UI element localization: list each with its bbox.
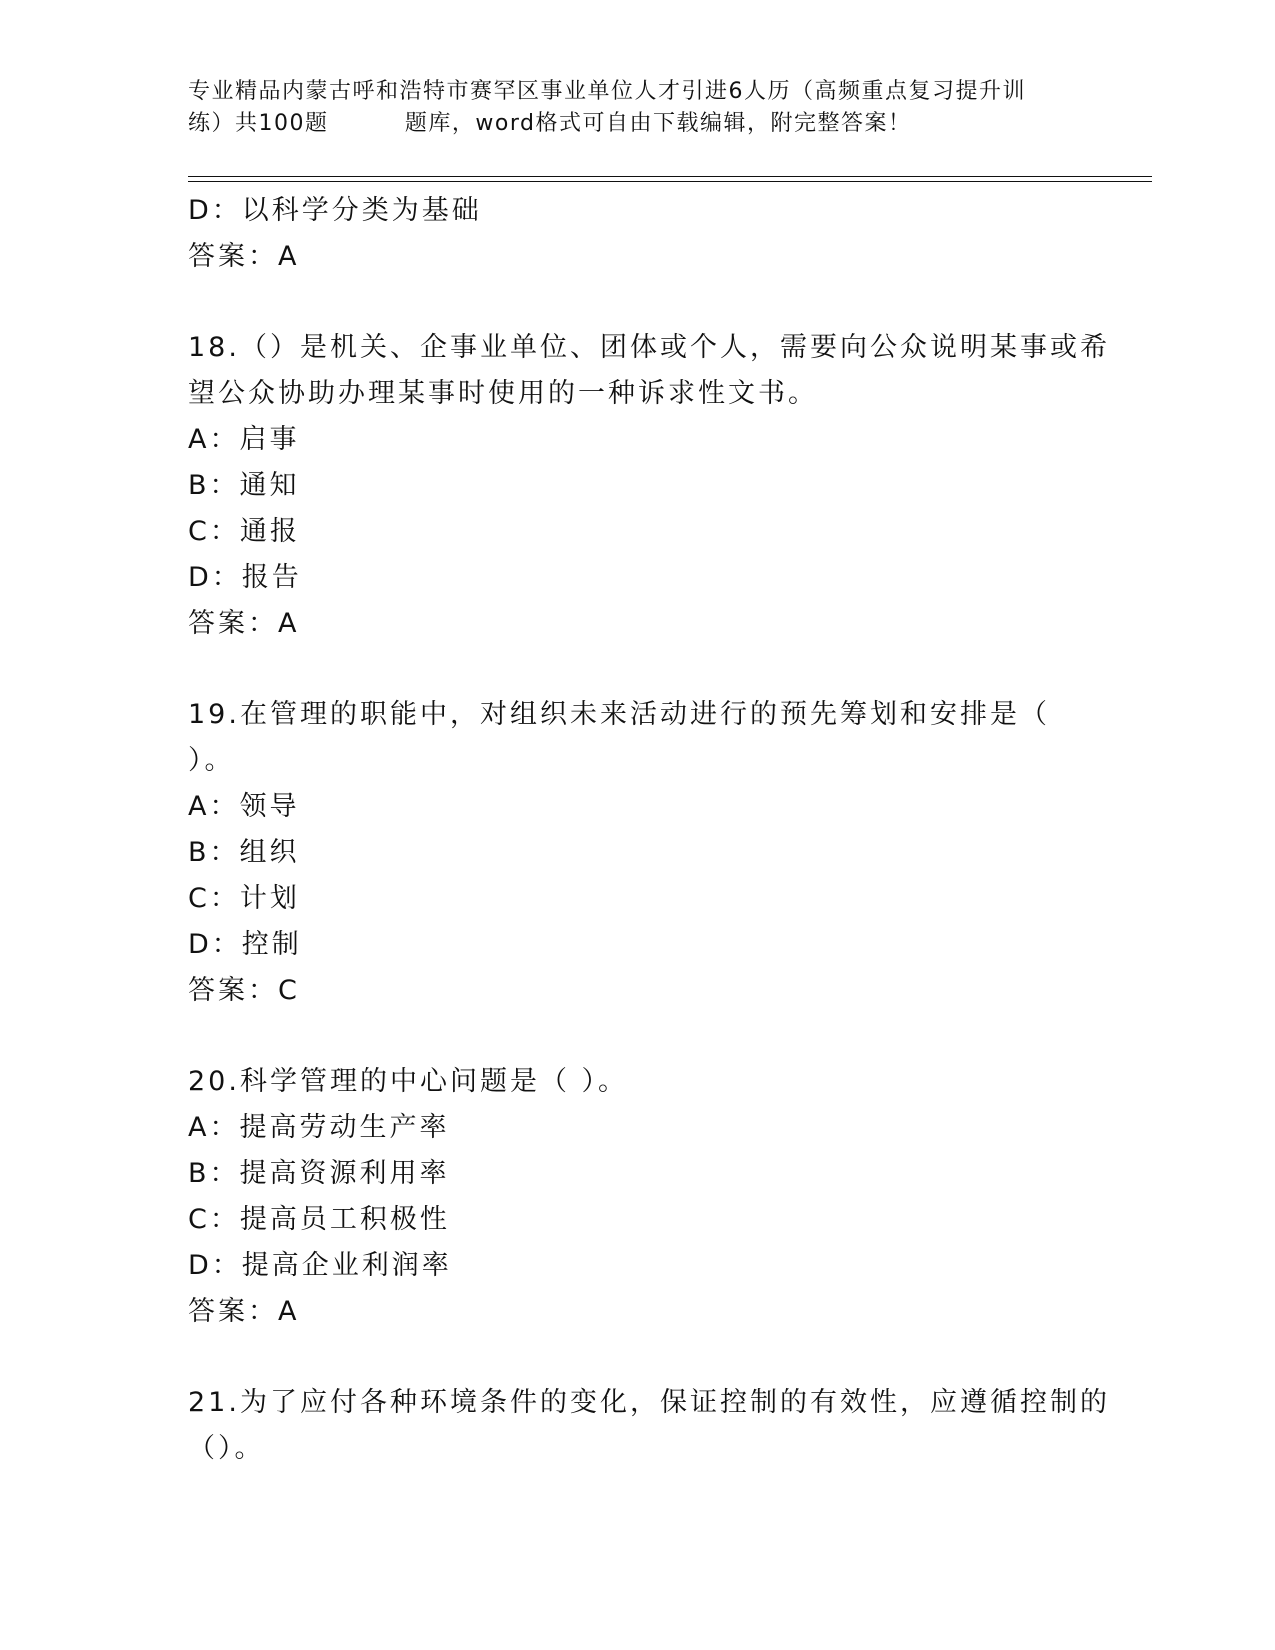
spacer [188, 647, 1088, 692]
option-c: C：通报 [188, 516, 300, 547]
question-stem: 18.（）是机关、企事业单位、团体或个人，需要向公众说明某事或希 [188, 332, 1110, 363]
option-c: C：提高员工积极性 [188, 1204, 450, 1235]
option-b: B：组织 [188, 837, 300, 868]
header-title-line-1: 专业精品内蒙古呼和浩特市赛罕区事业单位人才引进6人历（高频重点复习提升训 [188, 79, 1026, 104]
prev-question-option-d: D：以科学分类为基础 [188, 195, 482, 226]
option-d: D：报告 [188, 562, 302, 593]
option-a: A：提高劳动生产率 [188, 1112, 450, 1143]
question-stem: 21.为了应付各种环境条件的变化，保证控制的有效性，应遵循控制的 [188, 1387, 1110, 1418]
question-stem: 20.科学管理的中心问题是（ ）。 [188, 1066, 629, 1097]
header-divider-bottom [188, 181, 1152, 182]
option-b: B：提高资源利用率 [188, 1158, 450, 1189]
option-a: A：启事 [188, 424, 300, 455]
option-a: A：领导 [188, 791, 300, 822]
question-stem: 19.在管理的职能中，对组织未来活动进行的预先筹划和安排是（ [188, 699, 1050, 730]
prev-question-answer: 答案：A [188, 241, 300, 272]
spacer [188, 1014, 1088, 1059]
option-b: B：通知 [188, 470, 300, 501]
question-stem-continued: （）。 [188, 1433, 265, 1464]
spacer [188, 280, 1088, 325]
question-19 [188, 692, 1088, 1014]
option-d: D：提高企业利润率 [188, 1250, 452, 1281]
answer: 答案：A [188, 1296, 300, 1327]
option-c: C：计划 [188, 883, 300, 914]
question-stem-continued: 望公众协助办理某事时使用的一种诉求性文书。 [188, 378, 818, 409]
question-stem-continued: ）。 [188, 745, 235, 776]
page-header [188, 76, 1088, 140]
option-d: D：控制 [188, 929, 302, 960]
header-title-line-2: 练）共100题 题库，word格式可自由下载编辑，附完整答案！ [188, 111, 912, 136]
question-20 [188, 1059, 1088, 1335]
question-list [188, 188, 1110, 1472]
answer: 答案：C [188, 975, 300, 1006]
spacer [188, 1335, 1088, 1380]
question-18 [188, 325, 1110, 647]
question-21 [188, 1380, 1110, 1472]
answer: 答案：A [188, 608, 300, 639]
header-divider-top [188, 176, 1152, 177]
